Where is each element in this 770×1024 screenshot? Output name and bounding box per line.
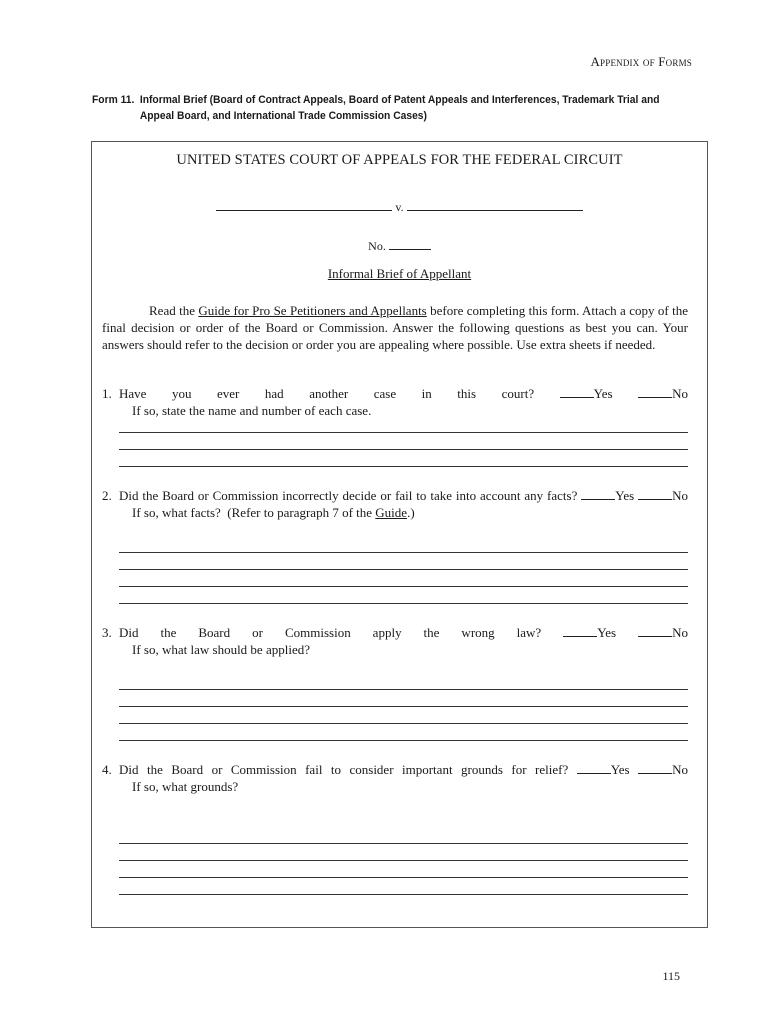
question-followup: If so, what law should be applied? [119, 642, 310, 657]
question-4 [102, 761, 688, 795]
docket-number [92, 239, 707, 254]
question-3 [102, 624, 688, 658]
appellant-blank[interactable] [216, 200, 392, 211]
question-followup: If so, what grounds? [119, 779, 239, 794]
question-number: 1. [102, 386, 112, 401]
yes-blank[interactable] [581, 489, 615, 500]
question-followup-end: .) [407, 505, 415, 520]
yes-label: Yes [593, 386, 613, 401]
yes-blank[interactable] [563, 626, 597, 637]
yes-label: Yes [597, 625, 617, 640]
yes-blank[interactable] [560, 387, 594, 398]
court-name: UNITED STATES COURT OF APPEALS FOR THE FEDERAL CIRCUIT [176, 152, 623, 168]
no-blank[interactable] [638, 387, 672, 398]
answer-line[interactable] [119, 860, 688, 861]
answer-line[interactable] [119, 689, 688, 690]
form-box [91, 141, 708, 928]
question-1 [102, 385, 688, 419]
instructions-paragraph [102, 302, 688, 353]
no-blank[interactable] [638, 626, 672, 637]
answer-line[interactable] [119, 877, 688, 878]
answer-line[interactable] [119, 466, 688, 467]
question-2 [102, 487, 688, 521]
answer-line[interactable] [119, 552, 688, 553]
question-followup: If so, state the name and number of each case. [119, 403, 372, 418]
answer-line[interactable] [119, 449, 688, 450]
question-text: Did the Board or Commission incorrectly decide or fail to take into account any facts? [119, 488, 582, 503]
case-caption [92, 200, 707, 215]
versus-label: v. [395, 200, 404, 214]
answer-line[interactable] [119, 603, 688, 604]
answer-line[interactable] [119, 586, 688, 587]
question-number: 3. [102, 625, 112, 640]
no-blank[interactable] [638, 489, 672, 500]
appellee-blank[interactable] [407, 200, 583, 211]
no-label: No [672, 762, 688, 777]
no-blank[interactable] [638, 763, 672, 774]
answer-line[interactable] [119, 723, 688, 724]
question-followup: If so, what facts? (Refer to paragraph 7 of the [119, 505, 376, 520]
answer-line[interactable] [119, 894, 688, 895]
yes-label: Yes [610, 762, 630, 777]
answer-line[interactable] [119, 843, 688, 844]
question-text: Did the Board or Commission fail to consider important grounds for relief? [119, 762, 577, 777]
page-number: 115 [662, 969, 680, 983]
answer-line[interactable] [119, 569, 688, 570]
brief-title: Informal Brief of Appellant [327, 266, 472, 281]
question-text: Did the Board or Commission apply the wrong law? [119, 625, 564, 640]
answer-line[interactable] [119, 432, 688, 433]
guide-reference: Guide [375, 505, 408, 520]
no-label: No [672, 488, 688, 503]
running-header: Appendix of Forms [590, 54, 692, 69]
answer-line[interactable] [119, 706, 688, 707]
question-number: 4. [102, 762, 112, 777]
intro-text-end: before completing this form. Attach a copy of the final decision or order of the Board or Commission. Answer the following questions as best you can. Your answers should refer to the decision or order you are appealing where possible. Use extra sheets if needed. [102, 303, 688, 352]
answer-line[interactable] [119, 740, 688, 741]
question-text: Have you ever had another case in this court? [119, 386, 560, 401]
yes-blank[interactable] [577, 763, 611, 774]
no-label: No [672, 625, 688, 640]
guide-title: Guide for Pro Se Petitioners and Appellants [198, 303, 427, 318]
docket-blank[interactable] [389, 239, 431, 250]
question-number: 2. [102, 488, 112, 503]
form-title-text: Informal Brief (Board of Contract Appeals, Board of Patent Appeals and Interferences, Trademark Trial and Appeal Board, and International Trade Commission Cases) [139, 94, 660, 122]
form-number: Form 11. [92, 94, 135, 106]
yes-label: Yes [615, 488, 635, 503]
intro-text-start: Read the [149, 303, 199, 318]
docket-label: No. [368, 239, 386, 253]
no-label: No [672, 386, 689, 401]
